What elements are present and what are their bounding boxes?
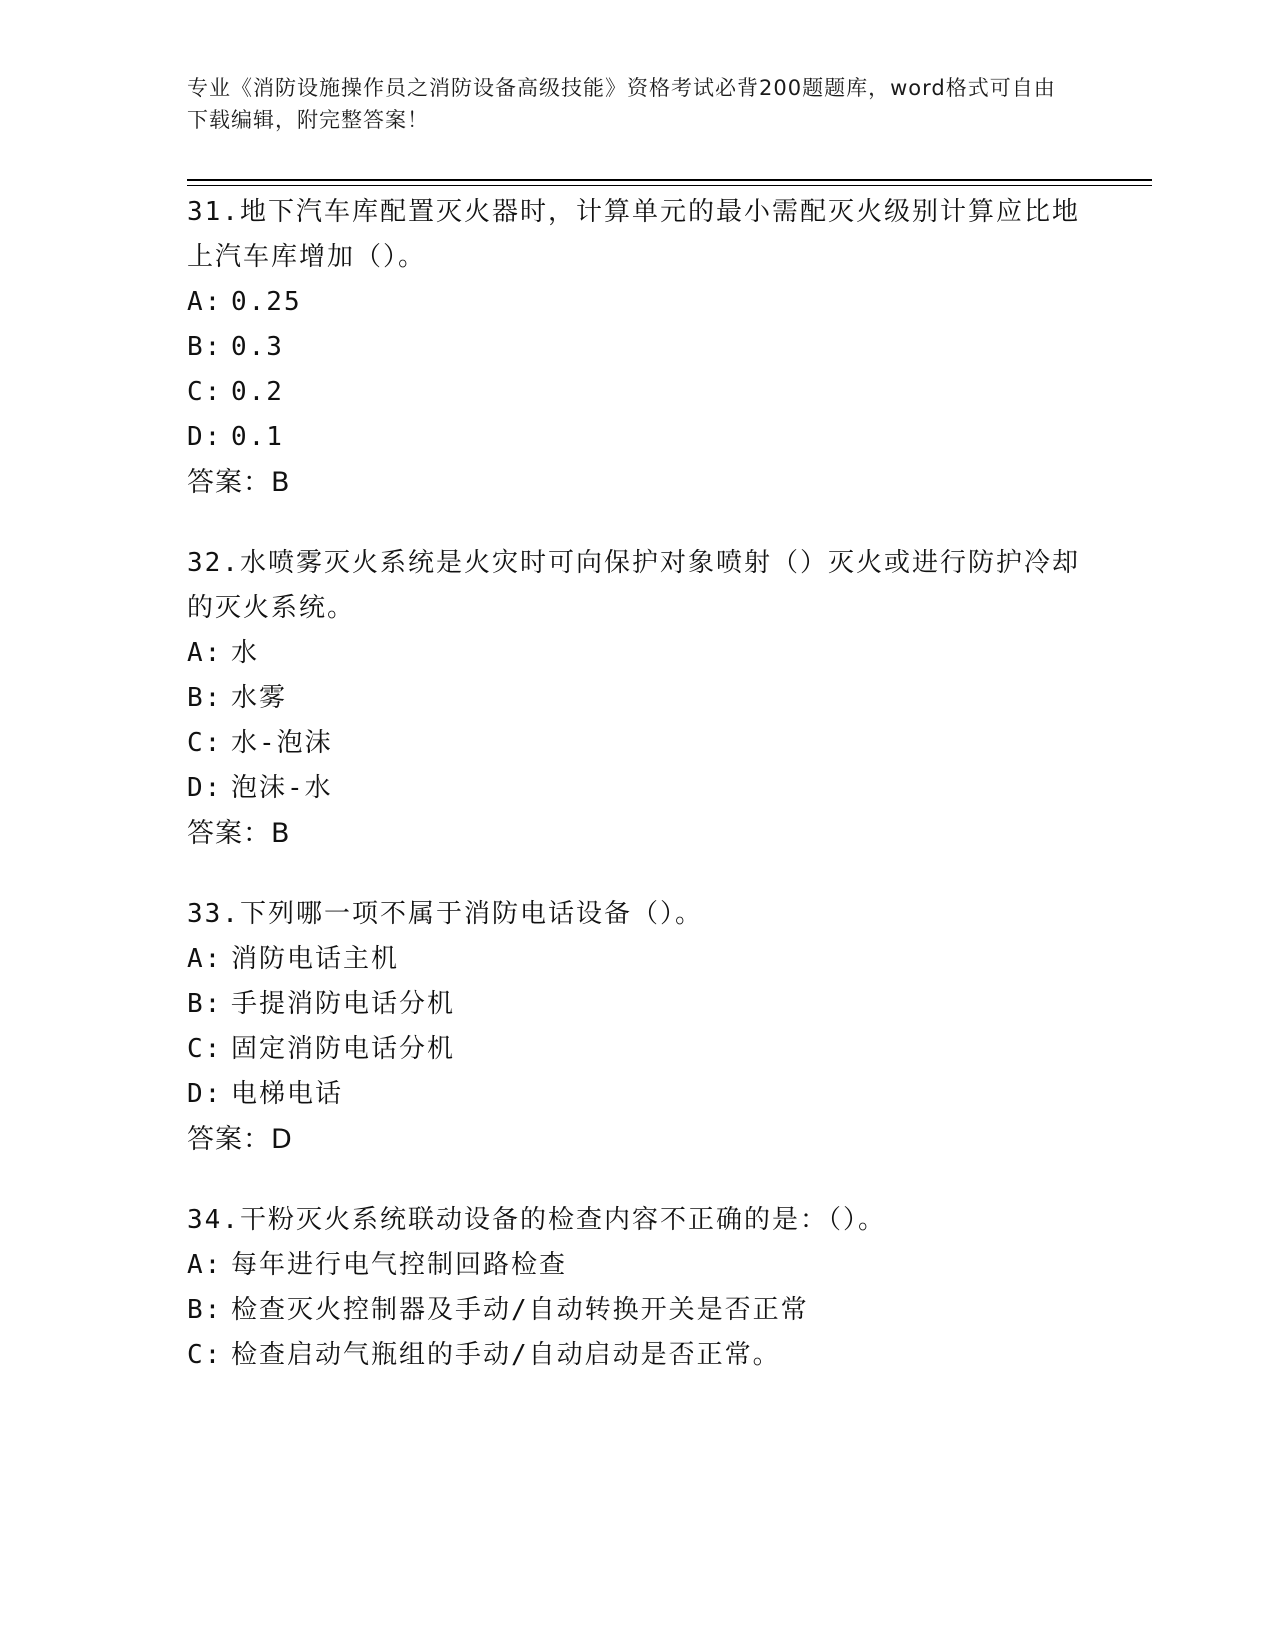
option-text: 消防电话主机 bbox=[231, 944, 400, 974]
option-a bbox=[187, 937, 1087, 982]
option-d bbox=[187, 766, 1087, 811]
option-key: A: bbox=[187, 944, 223, 974]
option-key: D: bbox=[187, 422, 223, 452]
option-text: 0.2 bbox=[231, 377, 284, 407]
header-divider-thin bbox=[187, 185, 1152, 186]
question-34 bbox=[187, 1198, 1087, 1378]
option-key: D: bbox=[187, 773, 223, 803]
option-key: C: bbox=[187, 1340, 223, 1370]
question-stem: 33.下列哪一项不属于消防电话设备（）。 bbox=[187, 899, 703, 929]
option-b bbox=[187, 1288, 1087, 1333]
option-key: A: bbox=[187, 638, 223, 668]
option-text: 0.3 bbox=[231, 332, 284, 362]
option-text: 水雾 bbox=[231, 683, 288, 713]
question-stem: 32.水喷雾灭火系统是火灾时可向保护对象喷射（）灭火或进行防护冷却的灭火系统。 bbox=[187, 548, 1080, 623]
option-key: B: bbox=[187, 683, 223, 713]
option-text: 检查启动气瓶组的手动/自动启动是否正常。 bbox=[231, 1340, 781, 1370]
option-b bbox=[187, 982, 1087, 1027]
option-c bbox=[187, 1027, 1087, 1072]
question-32 bbox=[187, 541, 1087, 856]
question-stem: 34.干粉灭火系统联动设备的检查内容不正确的是：（）。 bbox=[187, 1205, 886, 1235]
option-text: 泡沫-水 bbox=[231, 773, 333, 803]
option-key: B: bbox=[187, 332, 223, 362]
header-divider-thick bbox=[187, 179, 1152, 181]
option-key: D: bbox=[187, 1079, 223, 1109]
option-d bbox=[187, 415, 1087, 460]
option-text: 水-泡沫 bbox=[231, 728, 333, 758]
question-stem: 31.地下汽车库配置灭火器时，计算单元的最小需配灭火级别计算应比地上汽车库增加（）。 bbox=[187, 197, 1080, 272]
option-text: 0.25 bbox=[231, 287, 302, 317]
option-a bbox=[187, 631, 1087, 676]
answer-line: 答案：B bbox=[187, 467, 291, 498]
answer-line: 答案：B bbox=[187, 818, 291, 849]
option-key: C: bbox=[187, 377, 223, 407]
option-key: B: bbox=[187, 1295, 223, 1325]
option-text: 每年进行电气控制回路检查 bbox=[231, 1250, 568, 1280]
option-d bbox=[187, 1072, 1087, 1117]
option-c bbox=[187, 370, 1087, 415]
option-key: A: bbox=[187, 287, 223, 317]
document-header: 专业《消防设施操作员之消防设备高级技能》资格考试必背200题题库，word格式可自由下载编辑，附完整答案！ bbox=[187, 76, 1056, 132]
question-list bbox=[187, 190, 1087, 1414]
option-text: 水 bbox=[231, 638, 260, 668]
question-33 bbox=[187, 892, 1087, 1162]
option-text: 电梯电话 bbox=[231, 1079, 344, 1109]
option-text: 0.1 bbox=[231, 422, 284, 452]
option-key: B: bbox=[187, 989, 223, 1019]
option-key: C: bbox=[187, 728, 223, 758]
option-c bbox=[187, 1333, 1087, 1378]
option-c bbox=[187, 721, 1087, 766]
question-31 bbox=[187, 190, 1087, 505]
option-text: 固定消防电话分机 bbox=[231, 1034, 456, 1064]
option-b bbox=[187, 325, 1087, 370]
option-b bbox=[187, 676, 1087, 721]
option-key: A: bbox=[187, 1250, 223, 1280]
option-key: C: bbox=[187, 1034, 223, 1064]
option-text: 手提消防电话分机 bbox=[231, 989, 456, 1019]
option-a bbox=[187, 280, 1087, 325]
answer-line: 答案：D bbox=[187, 1124, 293, 1155]
option-text: 检查灭火控制器及手动/自动转换开关是否正常 bbox=[231, 1295, 809, 1325]
option-a bbox=[187, 1243, 1087, 1288]
